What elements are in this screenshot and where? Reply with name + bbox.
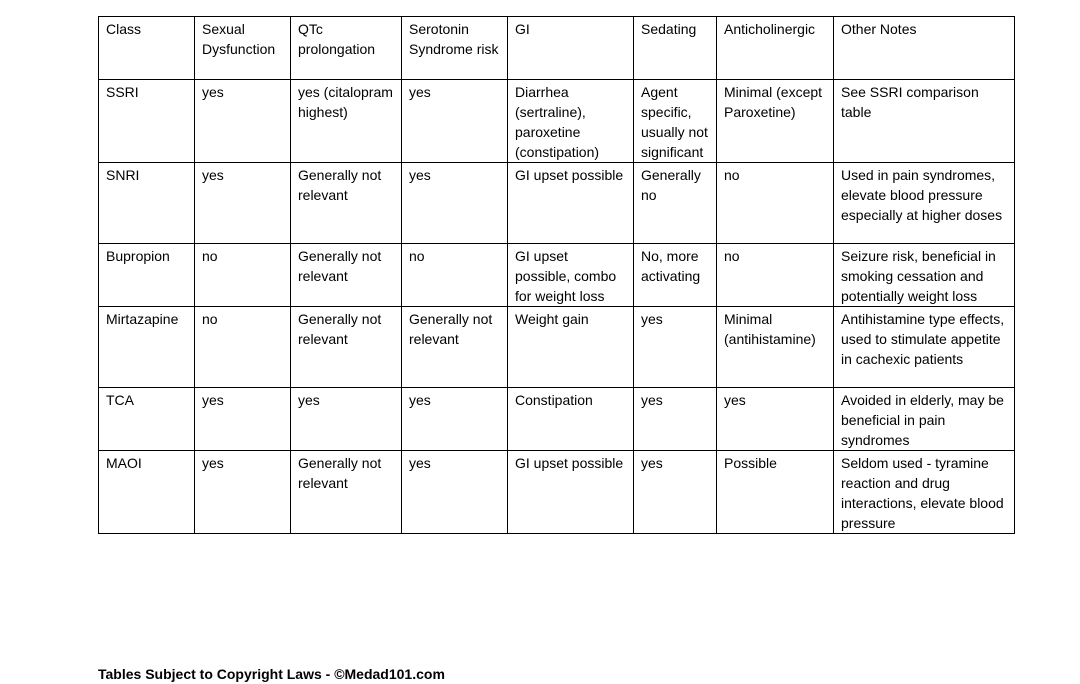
table-cell: yes xyxy=(402,163,508,244)
table-cell: Generally not relevant xyxy=(402,307,508,388)
table-row xyxy=(99,451,1015,534)
table-cell: Possible xyxy=(717,451,834,534)
header-cell-gi: GI xyxy=(508,17,634,80)
table-cell: yes xyxy=(634,388,717,451)
table-cell: Antihistamine type effects, used to stimulate appetite in cachexic patients xyxy=(834,307,1015,388)
table-cell: GI upset possible, combo for weight loss xyxy=(508,244,634,307)
header-cell-sedating: Sedating xyxy=(634,17,717,80)
table-cell: yes xyxy=(402,80,508,163)
table-cell: Generally not relevant xyxy=(291,244,402,307)
table-cell: no xyxy=(195,244,291,307)
table-cell: yes xyxy=(195,163,291,244)
table-cell: yes xyxy=(717,388,834,451)
table-cell: yes xyxy=(634,451,717,534)
table-cell: TCA xyxy=(99,388,195,451)
table-cell: no xyxy=(717,163,834,244)
table-cell: Agent specific, usually not significant xyxy=(634,80,717,163)
table-cell: Used in pain syndromes, elevate blood pressure especially at higher doses xyxy=(834,163,1015,244)
table-row xyxy=(99,388,1015,451)
table-cell: yes xyxy=(195,80,291,163)
table-cell: Generally not relevant xyxy=(291,163,402,244)
header-cell-class: Class xyxy=(99,17,195,80)
table-cell: GI upset possible xyxy=(508,163,634,244)
table-row xyxy=(99,244,1015,307)
table-cell: yes xyxy=(402,388,508,451)
table-cell: no xyxy=(717,244,834,307)
table-cell: SSRI xyxy=(99,80,195,163)
table-cell: Bupropion xyxy=(99,244,195,307)
table-cell: yes xyxy=(402,451,508,534)
table-cell: Weight gain xyxy=(508,307,634,388)
table-row xyxy=(99,307,1015,388)
table-cell: yes xyxy=(195,388,291,451)
table-row xyxy=(99,163,1015,244)
table-cell: GI upset possible xyxy=(508,451,634,534)
table-cell: yes (citalopram highest) xyxy=(291,80,402,163)
table-cell: Generally no xyxy=(634,163,717,244)
table-cell: no xyxy=(195,307,291,388)
table-cell: No, more activating xyxy=(634,244,717,307)
table-cell: Constipation xyxy=(508,388,634,451)
table-cell: Mirtazapine xyxy=(99,307,195,388)
header-cell-anticholinergic: Anticholinergic xyxy=(717,17,834,80)
table-cell: yes xyxy=(291,388,402,451)
table-header-row xyxy=(99,17,1015,80)
table-cell: Diarrhea (sertraline), paroxetine (constipation) xyxy=(508,80,634,163)
table-cell: MAOI xyxy=(99,451,195,534)
table-cell: Minimal (antihistamine) xyxy=(717,307,834,388)
table-cell: yes xyxy=(195,451,291,534)
table-cell: Minimal (except Paroxetine) xyxy=(717,80,834,163)
table-cell: SNRI xyxy=(99,163,195,244)
table-cell: See SSRI comparison table xyxy=(834,80,1015,163)
table-cell: Seizure risk, beneficial in smoking cessation and potentially weight loss xyxy=(834,244,1015,307)
header-cell-other-notes: Other Notes xyxy=(834,17,1015,80)
header-cell-sexual-dysfunction: Sexual Dysfunction xyxy=(195,17,291,80)
copyright-footer: Tables Subject to Copyright Laws - ©Medad101.com xyxy=(98,666,445,682)
table-cell: Generally not relevant xyxy=(291,307,402,388)
header-cell-serotonin: Serotonin Syndrome risk xyxy=(402,17,508,80)
header-cell-qtc: QTc prolongation xyxy=(291,17,402,80)
table-cell: Generally not relevant xyxy=(291,451,402,534)
table-cell: no xyxy=(402,244,508,307)
table-row xyxy=(99,80,1015,163)
table-cell: Avoided in elderly, may be beneficial in pain syndromes xyxy=(834,388,1015,451)
antidepressant-comparison-table xyxy=(98,16,1015,534)
table-cell: Seldom used - tyramine reaction and drug interactions, elevate blood pressure xyxy=(834,451,1015,534)
table-cell: yes xyxy=(634,307,717,388)
